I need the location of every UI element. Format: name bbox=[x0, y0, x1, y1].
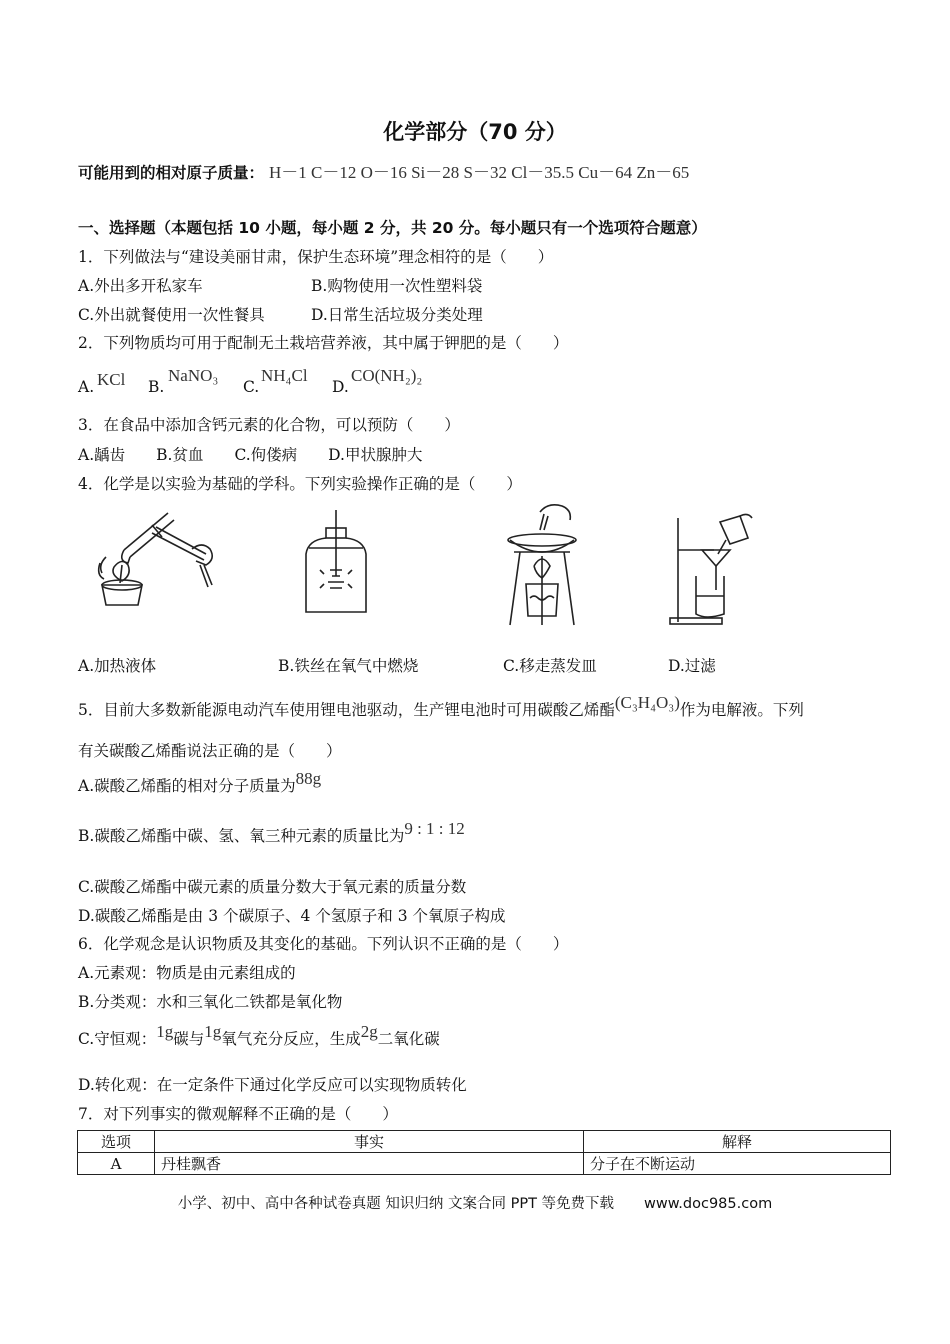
q6-option-a: A.元素观：物质是由元素组成的 bbox=[78, 964, 296, 982]
table-header-explanation: 解释 bbox=[584, 1131, 891, 1153]
q2-option-c-formula: NH₄Cl bbox=[261, 366, 308, 385]
q6-option-c-prefix: C.守恒观： bbox=[78, 1030, 157, 1048]
atomic-mass-label: 可能用到的相对原子质量： bbox=[78, 164, 265, 182]
q6-option-c-text2: 氧气充分反应，生成 bbox=[221, 1030, 361, 1048]
q1-option-c: C.外出就餐使用一次性餐具 bbox=[78, 306, 265, 324]
q6-option-c-value2: 1g bbox=[204, 1022, 222, 1041]
iron-wire-burning-figure bbox=[300, 508, 375, 618]
q6-option-c-value1: 1g bbox=[156, 1022, 174, 1041]
q5-option-d: D.碳酸乙烯酯是由 3 个碳原子、4 个氢原子和 3 个氧原子构成 bbox=[78, 907, 506, 925]
q5-option-a bbox=[78, 769, 322, 796]
q5-option-c: C.碳酸乙烯酯中碳元素的质量分数大于氧元素的质量分数 bbox=[78, 878, 467, 896]
q4-option-a: A.加热液体 bbox=[78, 657, 157, 675]
q4-option-c: C.移走蒸发皿 bbox=[503, 657, 597, 675]
q2-option-b-formula: NaNO₃ bbox=[168, 366, 219, 385]
q6-option-c bbox=[78, 1022, 440, 1049]
q5-stem-part1: 5．目前大多数新能源电动汽车使用锂电池驱动，生产锂电池时可用碳酸乙烯酯 bbox=[78, 701, 615, 719]
table-row bbox=[78, 1153, 891, 1175]
q5-option-b bbox=[78, 819, 465, 846]
q6-option-c-text3: 二氧化碳 bbox=[377, 1030, 440, 1048]
q5-stem-line1 bbox=[78, 693, 804, 720]
q3-stem: 3．在食品中添加含钙元素的化合物，可以预防（ ） bbox=[78, 416, 460, 434]
q2-option-a-formula: KCl bbox=[97, 370, 126, 389]
table-cell-fact: 丹桂飘香 bbox=[155, 1153, 584, 1175]
q2-option-d-letter: D. bbox=[332, 378, 349, 396]
q6-option-d: D.转化观：在一定条件下通过化学反应可以实现物质转化 bbox=[78, 1076, 467, 1094]
atomic-mass-values: H－1 C－12 O－16 Si－28 S－32 Cl－35.5 Cu－64 Zn－65 bbox=[268, 163, 690, 182]
q7-stem: 7．对下列事实的微观解释不正确的是（ ） bbox=[78, 1105, 398, 1123]
q5-stem-part2: 作为电解液。下列 bbox=[679, 701, 804, 719]
q5-option-b-text: B.碳酸乙烯酯中碳、氢、氧三种元素的质量比为 bbox=[78, 827, 405, 845]
q4-option-d: D.过滤 bbox=[668, 657, 716, 675]
q5-option-a-value: 88g bbox=[295, 769, 322, 788]
page-title: 化学部分（70 分） bbox=[383, 120, 567, 144]
heating-liquid-figure bbox=[92, 505, 217, 625]
q5-option-b-value: 9 : 1 : 12 bbox=[404, 819, 465, 838]
q5-option-a-text: A.碳酸乙烯酯的相对分子质量为 bbox=[78, 777, 296, 795]
q6-option-c-value3: 2g bbox=[360, 1022, 378, 1041]
q6-option-b: B.分类观：水和三氧化二铁都是氧化物 bbox=[78, 993, 343, 1011]
q5-formula: (C₃H₄O₃) bbox=[614, 693, 680, 712]
q2-option-c-letter: C. bbox=[243, 378, 260, 396]
q7-table bbox=[77, 1130, 891, 1175]
q2-option-d-formula: CO(NH₂)₂ bbox=[351, 366, 423, 385]
q1-option-d: D.日常生活垃圾分类处理 bbox=[311, 306, 483, 324]
q6-option-c-text1: 碳与 bbox=[173, 1030, 205, 1048]
q4-stem: 4．化学是以实验为基础的学科。下列实验操作正确的是（ ） bbox=[78, 475, 522, 493]
table-header-fact: 事实 bbox=[155, 1131, 584, 1153]
atomic-mass-line bbox=[78, 163, 689, 183]
footer-url[interactable]: www.doc985.com bbox=[644, 1196, 773, 1212]
q2-stem: 2．下列物质均可用于配制无土栽培营养液，其中属于钾肥的是（ ） bbox=[78, 334, 569, 352]
section-heading: 一、选择题（本题包括 10 小题，每小题 2 分，共 20 分。每小题只有一个选项符合题意） bbox=[78, 219, 707, 237]
filtration-figure bbox=[668, 510, 758, 630]
table-header-option: 选项 bbox=[78, 1131, 155, 1153]
q5-stem-line2: 有关碳酸乙烯酯说法正确的是（ ） bbox=[78, 742, 342, 760]
table-header-row bbox=[78, 1131, 891, 1153]
q4-option-b: B.铁丝在氧气中燃烧 bbox=[278, 657, 419, 675]
q1-option-b: B.购物使用一次性塑料袋 bbox=[311, 277, 483, 295]
q1-stem: 1．下列做法与“建设美丽甘肃，保护生态环境”理念相符的是（ ） bbox=[78, 248, 554, 266]
q1-option-a: A.外出多开私家车 bbox=[78, 277, 203, 295]
q2-option-b-letter: B. bbox=[148, 378, 165, 396]
page-footer bbox=[0, 1192, 950, 1213]
q6-stem: 6．化学观念是认识物质及其变化的基础。下列认识不正确的是（ ） bbox=[78, 935, 569, 953]
q3-options: A.龋齿 B.贫血 C.佝偻病 D.甲状腺肿大 bbox=[78, 446, 423, 464]
q2-option-a-letter: A. bbox=[78, 378, 95, 396]
table-cell-option: A bbox=[78, 1153, 155, 1175]
table-cell-explanation: 分子在不断运动 bbox=[584, 1153, 891, 1175]
footer-text: 小学、初中、高中各种试卷真题 知识归纳 文案合同 PPT 等免费下载 bbox=[177, 1196, 615, 1212]
evaporating-dish-figure bbox=[500, 500, 585, 630]
